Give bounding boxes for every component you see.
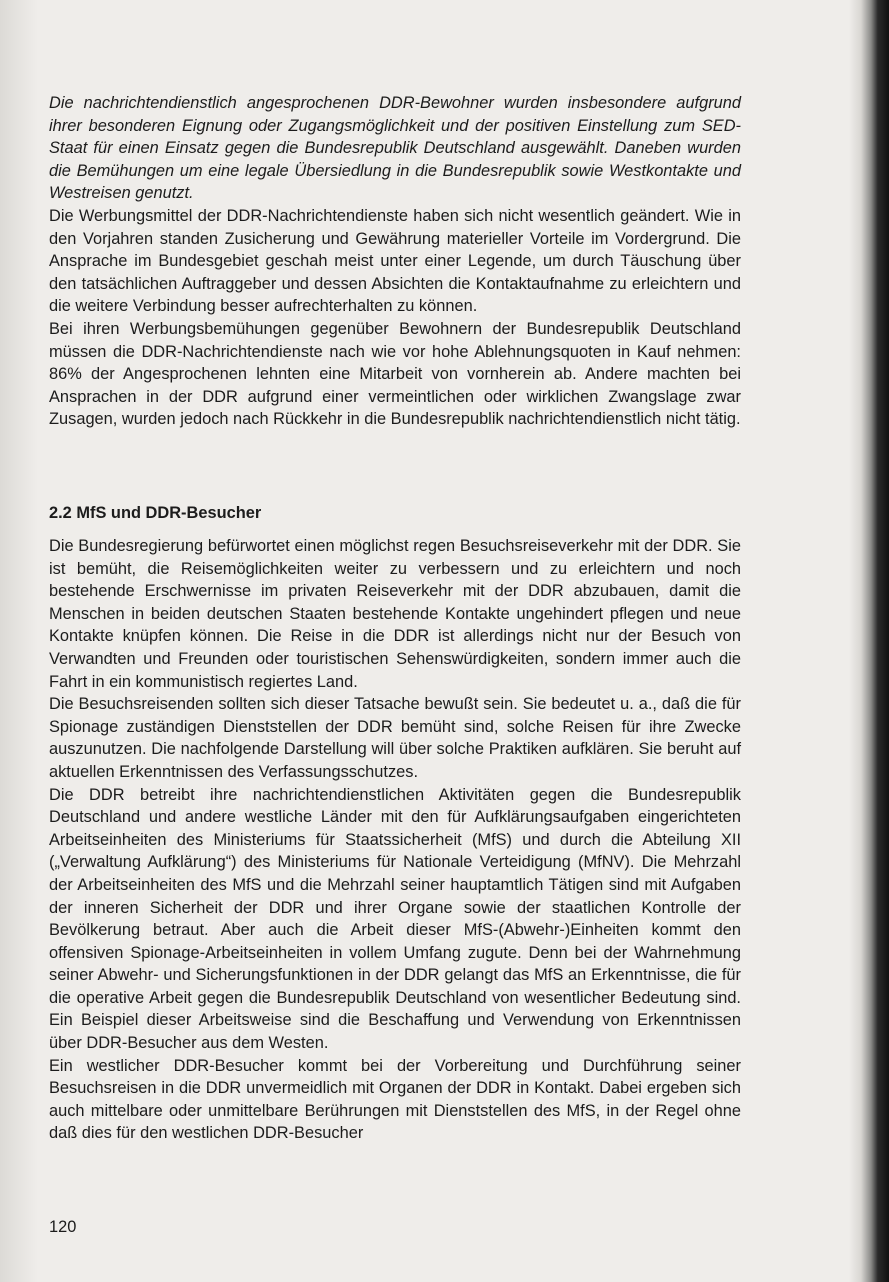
- paragraph-intro-1: Die nachrichtendienstlich angesprochenen DDR-Bewohner wurden insbesondere aufgrund ihrer besonderen Eignung oder Zugangsmöglichkeit und der positiven Einstellung zum SED-Staat für einen Einsatz gegen die Bundesrepublik Deutschland ausgewählt. Daneben wurden die Bemühungen um eine legale Übersiedlung in die Bundesrepublik sowie Westkontakte und Westreisen genutzt.: [49, 94, 741, 203]
- paragraph-intro-3: Bei ihren Werbungsbemühungen gegenüber Bewohnern der Bundesrepublik Deutschland müssen die DDR-Nachrichtendienste nach wie vor hohe Ablehnungsquoten in Kauf nehmen: 86% der Angesprochenen lehnten eine Mitarbeit von vornherein ab. Andere machten bei Ansprachen in der DDR aufgrund einer vermeintlichen oder wirklichen Zwangslage zwar Zusagen, wurden jedoch nach Rückkehr in die Bundesrepublik nachrichtendienstlich nicht tätig.: [49, 319, 741, 429]
- page-number: 120: [49, 1218, 77, 1236]
- paragraph-intro-2: Die Werbungsmittel der DDR-Nachrichtendienste haben sich nicht wesentlich geändert. Wie in den Vorjahren standen Zusicherung und Gewährung materieller Vorteile im Vordergrund. Die Ansprache im Bundesgebiet geschah meist unter einer Legende, um durch Täuschung über den tatsächlichen Auftraggeber und dessen Absichten die Kontaktaufnahme zu erleichtern und die weitere Verbindung besser aufrechterhalten zu können.: [49, 206, 741, 316]
- page-shadow-left: [0, 0, 38, 1282]
- paragraph-section-2: Die Besuchsreisenden sollten sich dieser Tatsache bewußt sein. Sie bedeutet u. a., daß die für Spionage zuständigen Dienststellen der DDR bemüht sind, solche Reisen für ihre Zwecke auszunutzen. Die nachfolgende Darstellung will über solche Praktiken aufklären. Sie beruht auf aktuellen Erkenntnissen des Verfassungsschutzes.: [49, 695, 741, 781]
- book-binding-edge: [849, 0, 889, 1282]
- section-text-block: [49, 535, 741, 1145]
- paragraph-section-1: Die Bundesregierung befürwortet einen möglichst regen Besuchsreiseverkehr mit der DDR. Sie ist bemüht, die Reisemöglichkeiten weiter zu verbessern und zu erleichtern und noch bestehende Erschwernisse im privaten Reiseverkehr mit der DDR abzubauen, damit die Menschen in beiden deutschen Staaten bestehende Kontakte ungehindert pflegen und neue Kontakte knüpfen können. Die Reise in die DDR ist allerdings nicht nur der Besuch von Verwandten und Freunden oder touristischen Sehenswürdigkeiten, sondern immer auch die Fahrt in ein kommunistisch regiertes Land.: [49, 537, 741, 691]
- intro-text-block: [49, 92, 741, 431]
- paragraph-section-4: Ein westlicher DDR-Besucher kommt bei der Vorbereitung und Durchführung seiner Besuchsreisen in die DDR unvermeidlich mit Organen der DDR in Kontakt. Dabei ergeben sich auch mittelbare oder unmittelbare Berührungen mit Dienststellen des MfS, in der Regel ohne daß dies für den westlichen DDR-Besucher: [49, 1056, 741, 1143]
- paragraph-section-3: Die DDR betreibt ihre nachrichtendienstlichen Aktivitäten gegen die Bundesrepublik Deutschland und andere westliche Länder mit den für Aufklärungsaufgaben eingerichteten Arbeitseinheiten des Ministeriums für Staatssicherheit (MfS) und durch die Abteilung XII („Verwaltung Aufklärung“) des Ministeriums für Nationale Verteidigung (MfNV). Die Mehrzahl der Arbeitseinheiten des MfS und die Mehrzahl seiner hauptamtlich Tätigen sind mit Aufgaben der inneren Sicherheit der DDR und ihrer Organe sowie der staatlichen Kontrolle der Bevölkerung betraut. Aber auch die Arbeit dieser MfS-(Abwehr-)Einheiten kommt den offensiven Spionage-Arbeitseinheiten in vollem Umfang zugute. Denn bei der Wahrnehmung seiner Abwehr- und Sicherungsfunktionen in der DDR gelangt das MfS an Erkenntnisse, die für die operative Arbeit gegen die Bundesrepublik Deutschland von wesentlicher Bedeutung sind. Ein Beispiel dieser Arbeitsweise sind die Beschaffung und Verwendung von Erkenntnissen über DDR-Besucher aus dem Westen.: [49, 785, 741, 1053]
- section-heading: 2.2 MfS und DDR-Besucher: [49, 504, 262, 522]
